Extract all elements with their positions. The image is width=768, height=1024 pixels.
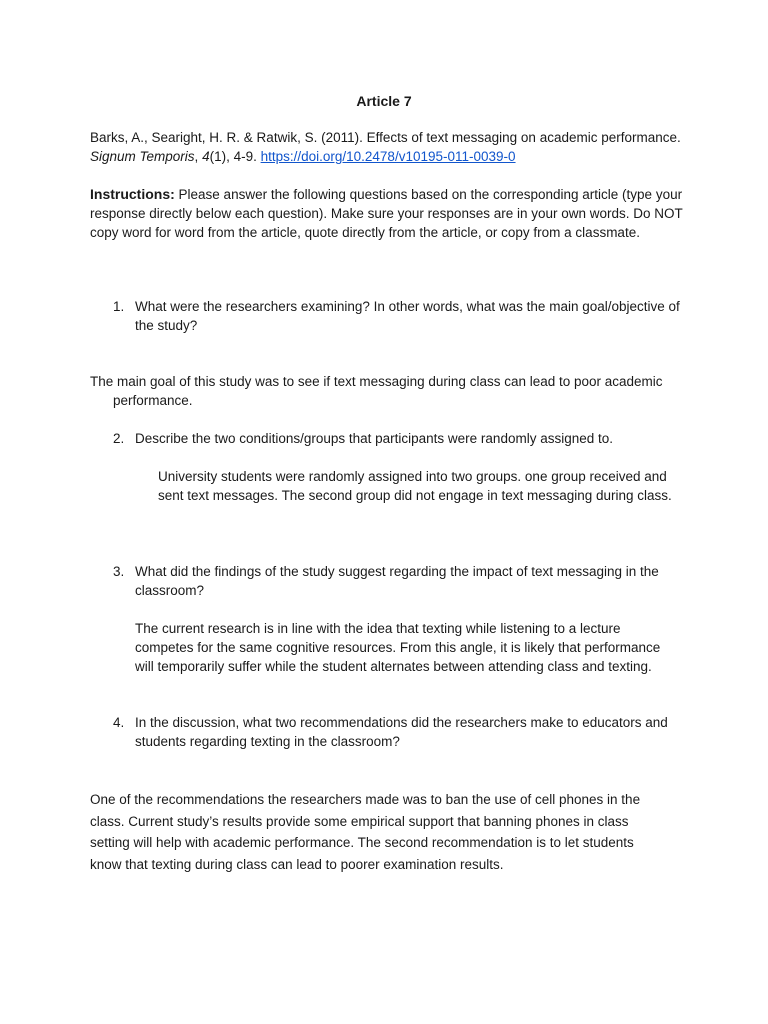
question-text: In the discussion, what two recommendations did the researchers make to educators and students regarding texting in the classroom? [135,715,668,749]
citation-volume: 4 [202,149,210,164]
document-title: Article 7 [356,93,412,109]
answer-1: The main goal of this study was to see if text messaging during class can lead to poor academic performance. [90,374,663,408]
instructions [90,185,690,242]
question-text: What were the researchers examining? In other words, what was the main goal/objective of the study? [135,299,680,333]
question-1 [113,297,683,335]
answer-3: The current research is in line with the idea that texting while listening to a lecture competes for the same cognitive resources. From this angle, it is likely that performance will temporarily suffer while the student alternates between attending class and texting. [135,621,661,674]
doi-link[interactable]: https://doi.org/10.2478/v10195-011-0039-0 [260,149,516,164]
question-text: What did the findings of the study suggest regarding the impact of text messaging in the classroom? [135,564,659,598]
citation-journal: Signum Temporis [90,149,195,164]
answer-4: One of the recommendations the researchers made was to ban the use of cell phones in the class. Current study’s results provide some empirical support that banning phones in class setting will help with academic performance. The second recommendation is to let students know that texting during class can lead to poorer examination results. [90,792,641,872]
citation [90,128,690,166]
instructions-label: Instructions: [90,186,175,202]
instructions-text: Please answer the following questions based on the corresponding article (type your response directly below each question). Make sure your responses are in your own words. Do NOT copy word for word from the article, quote directly from the article, or copy from a classmate. [90,187,683,240]
citation-authors-title: Barks, A., Searight, H. R. & Ratwik, S. (2011). Effects of text messaging on academic performance. [90,130,681,145]
question-4 [113,713,683,751]
question-2 [113,429,683,448]
question-text: Describe the two conditions/groups that participants were randomly assigned to. [135,431,614,446]
answer-2: University students were randomly assigned into two groups. one group received and sent text messages. The second group did not engage in text messaging during class. [158,469,672,503]
question-number: 2. [113,431,125,446]
question-3 [113,562,683,600]
question-number: 1. [113,299,125,314]
citation-separator: , [194,149,203,164]
citation-issue-pages: (1), 4-9. [209,149,261,164]
question-number: 4. [113,715,125,730]
question-number: 3. [113,564,125,579]
